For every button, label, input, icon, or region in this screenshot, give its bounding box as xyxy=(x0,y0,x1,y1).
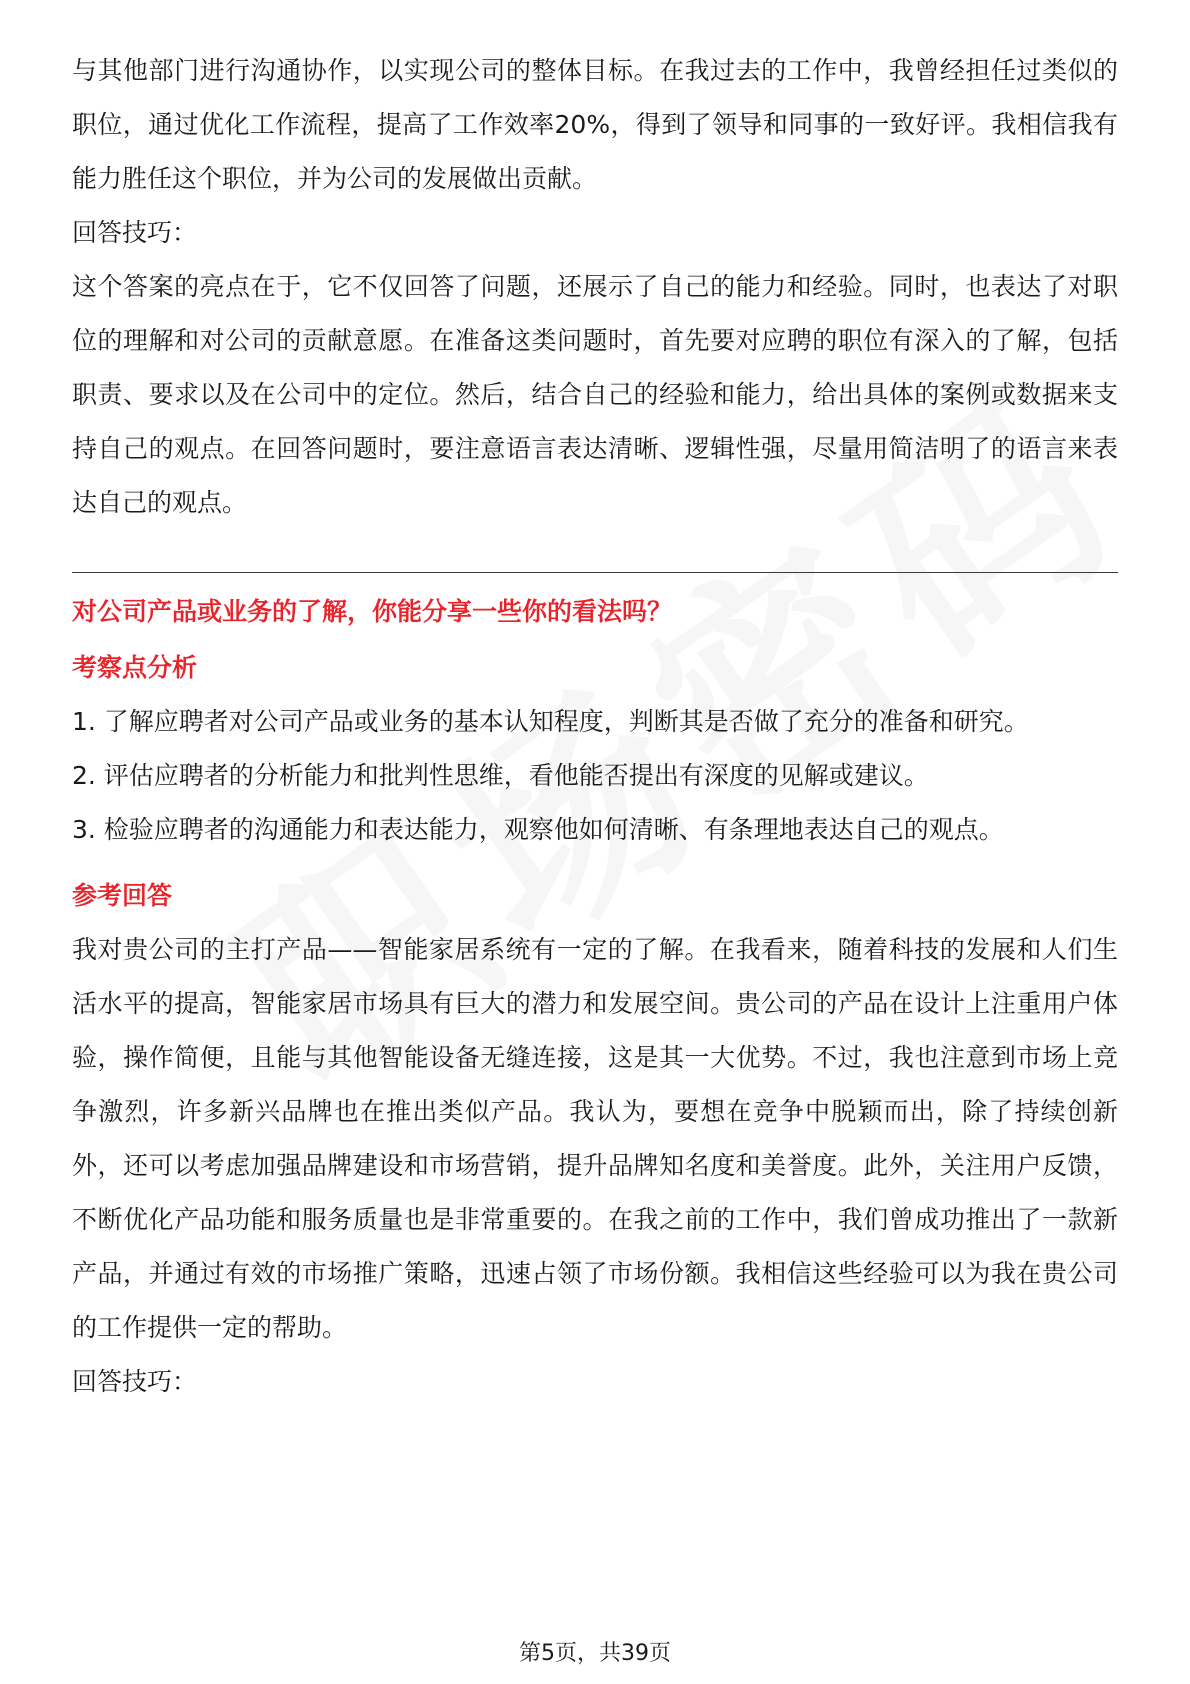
reference-answer: 我对贵公司的主打产品——智能家居系统有一定的了解。在我看来，随着科技的发展和人们生活水平的提高，智能家居市场具有巨大的潜力和发展空间。贵公司的产品在设计上注重用户体验，操作简便，且能与其他智能设备无缝连接，这是其一大优势。不过，我也注意到市场上竞争激烈，许多新兴品牌也在推出类似产品。我认为，要想在竞争中脱颖而出，除了持续创新外，还可以考虑加强品牌建设和市场营销，提升品牌知名度和美誉度。此外，关注用户反馈，不断优化产品功能和服务质量也是非常重要的。在我之前的工作中，我们曾成功推出了一款新产品，并通过有效的市场推广策略，迅速占领了市场份额。我相信这些经验可以为我在贵公司的工作提供一定的帮助。 xyxy=(72,935,1118,1342)
question-title: 对公司产品或业务的了解，你能分享一些你的看法吗？ xyxy=(72,597,673,626)
page-number: 第5页，共39页 xyxy=(519,1641,671,1666)
section-divider xyxy=(72,572,1118,573)
tips-label-2: 回答技巧： xyxy=(72,1367,198,1396)
tips-label: 回答技巧： xyxy=(72,218,198,247)
continued-answer: 与其他部门进行沟通协作，以实现公司的整体目标。在我过去的工作中，我曾经担任过类似的职位，通过优化工作流程，提高了工作效率20%，得到了领导和同事的一致好评。我相信我有能力胜任这个职位，并为公司的发展做出贡献。 xyxy=(72,56,1118,193)
analysis-point-3: 3. 检验应聘者的沟通能力和表达能力，观察他如何清晰、有条理地表达自己的观点。 xyxy=(72,815,1004,844)
analysis-point-1: 1. 了解应聘者对公司产品或业务的基本认知程度，判断其是否做了充分的准备和研究。 xyxy=(72,707,1029,736)
reference-heading: 参考回答 xyxy=(72,881,173,910)
analysis-point-2: 2. 评估应聘者的分析能力和批判性思维，看他能否提出有深度的见解或建议。 xyxy=(72,761,929,790)
document-page xyxy=(72,0,1118,1409)
analysis-heading: 考察点分析 xyxy=(72,653,198,682)
tips-text: 这个答案的亮点在于，它不仅回答了问题，还展示了自己的能力和经验。同时，也表达了对职位的理解和对公司的贡献意愿。在准备这类问题时，首先要对应聘的职位有深入的了解，包括职责、要求以及在公司中的定位。然后，结合自己的经验和能力，给出具体的案例或数据来支持自己的观点。在回答问题时，要注意语言表达清晰、逻辑性强，尽量用简洁明了的语言来表达自己的观点。 xyxy=(72,272,1118,517)
